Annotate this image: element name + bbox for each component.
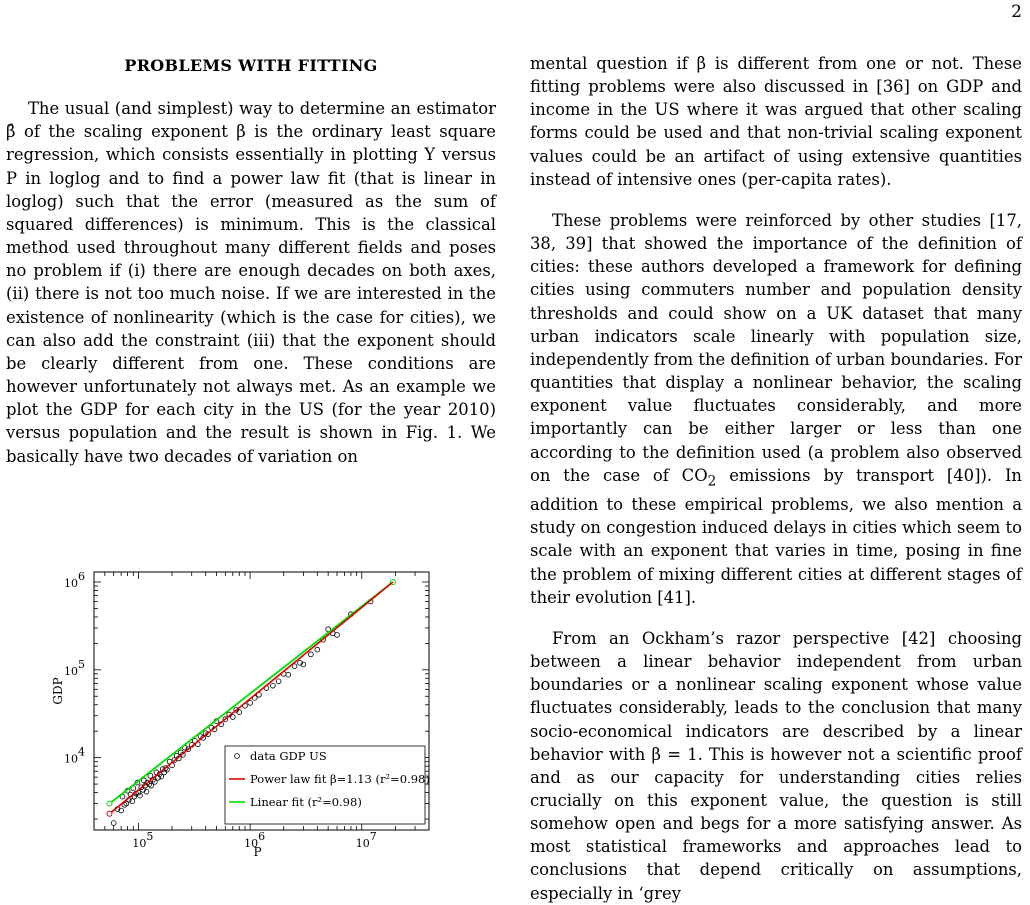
x-tick-label: 10	[132, 837, 147, 850]
data-point	[315, 647, 320, 652]
x-tick-label-exponent: 6	[258, 830, 266, 843]
x-tick-label-exponent: 7	[369, 830, 377, 843]
left-column	[6, 52, 496, 468]
data-point	[308, 652, 313, 657]
right-paragraph-2-text-b: emissions by transport [40]). In addition to these empirical problems, we also mention a study on congestion induced delays in cities which seem to scale with an exponent that varies in time, posing in fine the problem of mixing different cities at different stages of their evolution [41].	[530, 465, 1022, 607]
data-point	[248, 701, 253, 706]
data-point	[230, 715, 235, 720]
page-number: 2	[1011, 2, 1022, 22]
co2-subscript: 2	[707, 472, 717, 489]
linear-fit-marker	[107, 801, 112, 806]
data-point	[137, 793, 142, 798]
x-axis-title: P	[253, 845, 262, 859]
left-paragraph-1: The usual (and simplest) way to determine an estimator β̂ of the scaling exponent β is the ordinary least square regression, which consists essentially in plotting Y versus P in loglog and to find a power law fit (that is linear in loglog) such that the error (measured as the sum of squared differences) is minimum. This is the classical method used throughout many different fields and poses no problem if (i) there are enough decades on both axes, (ii) there is not too much noise. If we are interested in the existence of nonlinearity (which is the case for cities), we can also add the constraint (iii) that the exponent should be clearly different from one. These conditions are however unfortunately not always met. As an example we plot the GDP for each city in the US (for the year 2010) versus population and the result is shown in Fig. 1. We basically have two decades of variation on	[6, 99, 496, 466]
x-tick-label: 10	[355, 837, 370, 850]
y-tick-label: 10	[64, 752, 78, 766]
right-paragraph-2-text-a: These problems were reinforced by other studies [17, 38, 39] that showed the importance of the definition of cities: these authors developed a framework for defining cities using commuters number and population density thresholds and could show on a UK dataset that many urban indicators scale linearly with population size, independently from the definition of urban boundaries. For quantities that display a nonlinear behavior, the scaling exponent value fluctuates considerably, and more importantly can be either larger or less than one according to the definition used (a problem also observed on the case of CO	[530, 210, 1022, 485]
y-tick-label-exponent: 4	[78, 745, 85, 759]
x-tick-label-exponent: 5	[146, 830, 154, 843]
data-point	[335, 632, 340, 637]
y-tick-label: 10	[64, 664, 78, 678]
figure-1	[44, 560, 436, 860]
right-column	[530, 52, 1022, 905]
data-point	[276, 679, 281, 684]
data-point	[286, 672, 291, 677]
legend-label: data GDP US	[250, 749, 327, 763]
y-tick-label-exponent: 6	[78, 570, 85, 584]
y-tick-label: 10	[64, 577, 78, 591]
right-paragraph-3: From an Ockham’s razor perspective [42] choosing between a linear behavior independent from urban boundaries or a nonlinear scaling exponent whose value fluctuates considerably, leads to the conclusion that many socio-economical indicators are described by a linear behavior with β = 1. This is however not a scientific proof and as our capacity for understanding cities relies crucially on this exponent value, the question is still somehow open and begs for a more satisfying answer. As most statistical frameworks and approaches lead to conclusions that depend critically on assumptions, especially in ‘grey	[530, 628, 1022, 903]
power-law-fit-marker	[107, 811, 112, 816]
right-paragraph-2	[530, 209, 1022, 609]
legend-label: Power law fit β=1.13 (r²=0.98)	[250, 772, 430, 786]
legend-label: Linear fit (r²=0.98)	[250, 795, 362, 809]
y-axis-title: GDP	[51, 677, 65, 705]
right-paragraph-1: mental question if β is different from one or not. These fitting problems were also discussed in [36] on GDP and income in the US where it was argued that other scaling forms could be used and that non-trivial scaling exponent values could be an artifact of using extensive quantities instead of intensive ones (per-capita rates).	[530, 54, 1022, 189]
gdp-scatter-chart	[44, 560, 436, 860]
data-point	[111, 821, 116, 826]
y-tick-label-exponent: 5	[78, 657, 85, 671]
section-heading: PROBLEMS WITH FITTING	[124, 56, 378, 75]
x-tick-label: 10	[244, 837, 259, 850]
data-point	[270, 683, 275, 688]
